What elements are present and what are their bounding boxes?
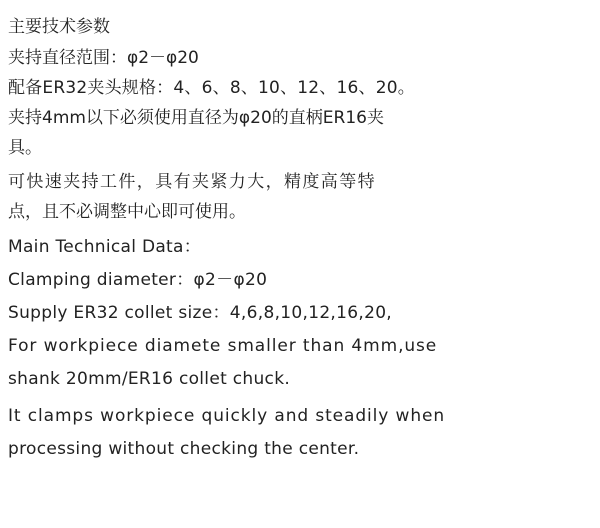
english-line-workpiece-1: For workpiece diamete smaller than 4mm,use: [8, 336, 438, 356]
chinese-line-quick-clamp-1: 可快速夹持工件，具有夹紧力大，精度高等特: [8, 172, 376, 192]
chinese-line-small-diameter-1: 夹持4mm以下必须使用直径为φ20的直柄ER16夹: [8, 108, 384, 128]
chinese-line-clamping-range: 夹持直径范围：φ2－φ20: [8, 48, 199, 68]
english-line-clamping-diameter: Clamping diameter：φ2－φ20: [8, 270, 268, 290]
english-line-clamps-1: It clamps workpiece quickly and steadily when: [8, 406, 446, 426]
english-heading: Main Technical Data：: [8, 237, 202, 257]
chinese-line-collet-specs: 配备ER32夹头规格：4、6、8、10、12、16、20。: [8, 78, 415, 98]
chinese-heading: 主要技术参数: [8, 17, 110, 37]
english-line-collet-size: Supply ER32 collet size：4,6,8,10,12,16,20,: [8, 303, 393, 323]
english-section: [8, 231, 592, 466]
chinese-line-quick-clamp-2: 点，且不必调整中心即可使用。: [8, 202, 246, 222]
chinese-section: [8, 12, 592, 227]
english-line-clamps-2: processing without checking the center.: [8, 439, 360, 459]
chinese-line-small-diameter-2: 具。: [8, 138, 42, 158]
english-line-workpiece-2: shank 20mm/ER16 collet chuck.: [8, 369, 291, 389]
